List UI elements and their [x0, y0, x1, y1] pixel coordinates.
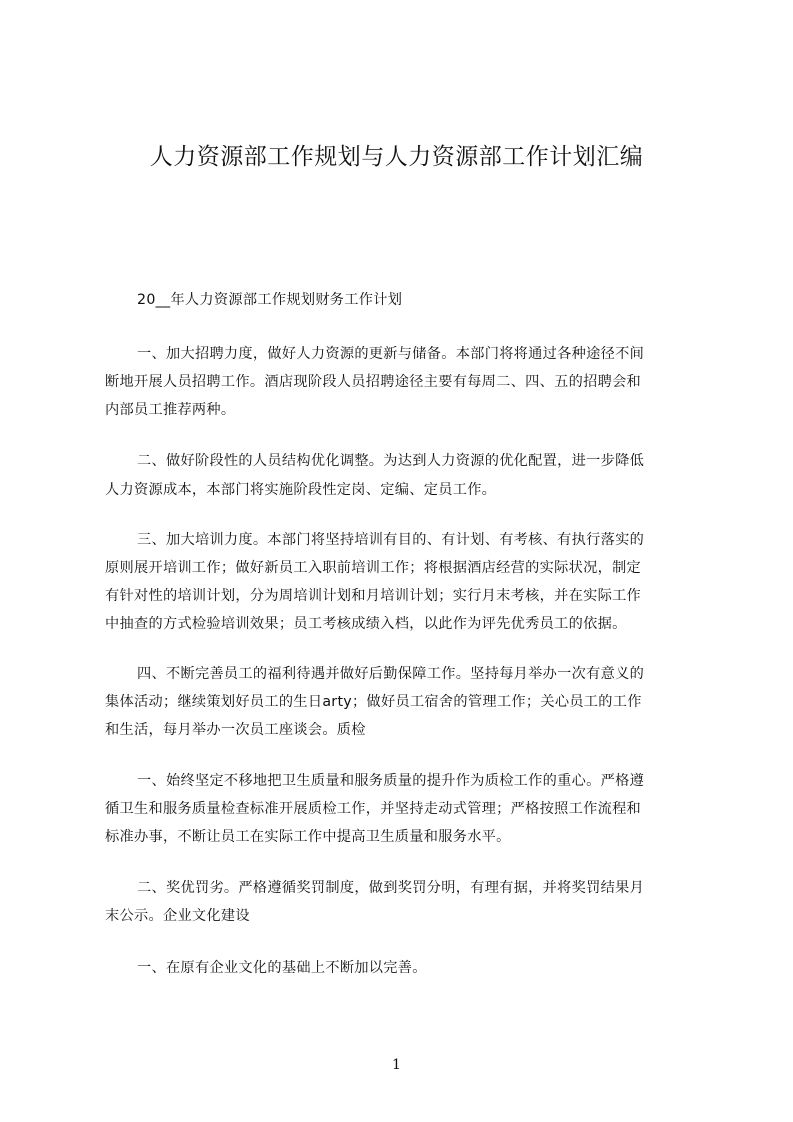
paragraph-line: 原则展开培训工作；做好新员工入职前培训工作；将根据酒店经营的实际状况，制定	[105, 560, 642, 576]
section-heading: 20__年人力资源部工作规划财务工作计划	[137, 292, 403, 308]
paragraph-line: 断地开展人员招聘工作。酒店现阶段人员招聘途径主要有每周二、四、五的招聘会和	[105, 374, 642, 390]
paragraph-line: 循卫生和服务质量检查标准开展质检工作，并坚持走动式管理；严格按照工作流程和	[105, 801, 642, 817]
paragraph-line: 一、始终坚定不移地把卫生质量和服务质量的提升作为质检工作的重心。严格遵	[137, 773, 645, 789]
paragraph-line: 和生活，每月举办一次员工座谈会。质检	[105, 722, 366, 738]
paragraph-line: 标准办事，不断让员工在实际工作中提高卫生质量和服务水平。	[105, 829, 511, 845]
paragraph-line: 四、不断完善员工的福利待遇并做好后勤保障工作。坚持每月举办一次有意义的	[137, 666, 645, 682]
paragraph-line: 一、在原有企业文化的基础上不断加以完善。	[137, 960, 427, 976]
paragraph-line: 末公示。企业文化建设	[105, 908, 250, 924]
paragraph-line: 二、做好阶段性的人员结构优化调整。为达到人力资源的优化配置，进一步降低	[137, 453, 645, 469]
paragraph-line: 三、加大培训力度。本部门将坚持培训有目的、有计划、有考核、有执行落实的	[137, 532, 645, 548]
paragraph-line: 人力资源成本，本部门将实施阶段性定岗、定编、定员工作。	[105, 482, 497, 498]
paragraph-line: 二、奖优罚劣。严格遵循奖罚制度，做到奖罚分明，有理有据，并将奖罚结果月	[137, 880, 645, 896]
paragraph-line: 内部员工推荐两种。	[105, 402, 236, 418]
paragraph-line: 有针对性的培训计划，分为周培训计划和月培训计划；实行月末考核，并在实际工作	[105, 588, 642, 604]
page-number: 1	[392, 1057, 401, 1073]
paragraph-line: 中抽查的方式检验培训效果；员工考核成绩入档，以此作为评先优秀员工的依据。	[105, 616, 627, 632]
paragraph-line: 集体活动；继续策划好员工的生日arty；做好员工宿舍的管理工作；关心员工的工作	[105, 694, 642, 710]
paragraph-line: 一、加大招聘力度，做好人力资源的更新与储备。本部门将将通过各种途径不间	[137, 346, 645, 362]
page-title: 人力资源部工作规划与人力资源部工作计划汇编	[149, 144, 644, 170]
